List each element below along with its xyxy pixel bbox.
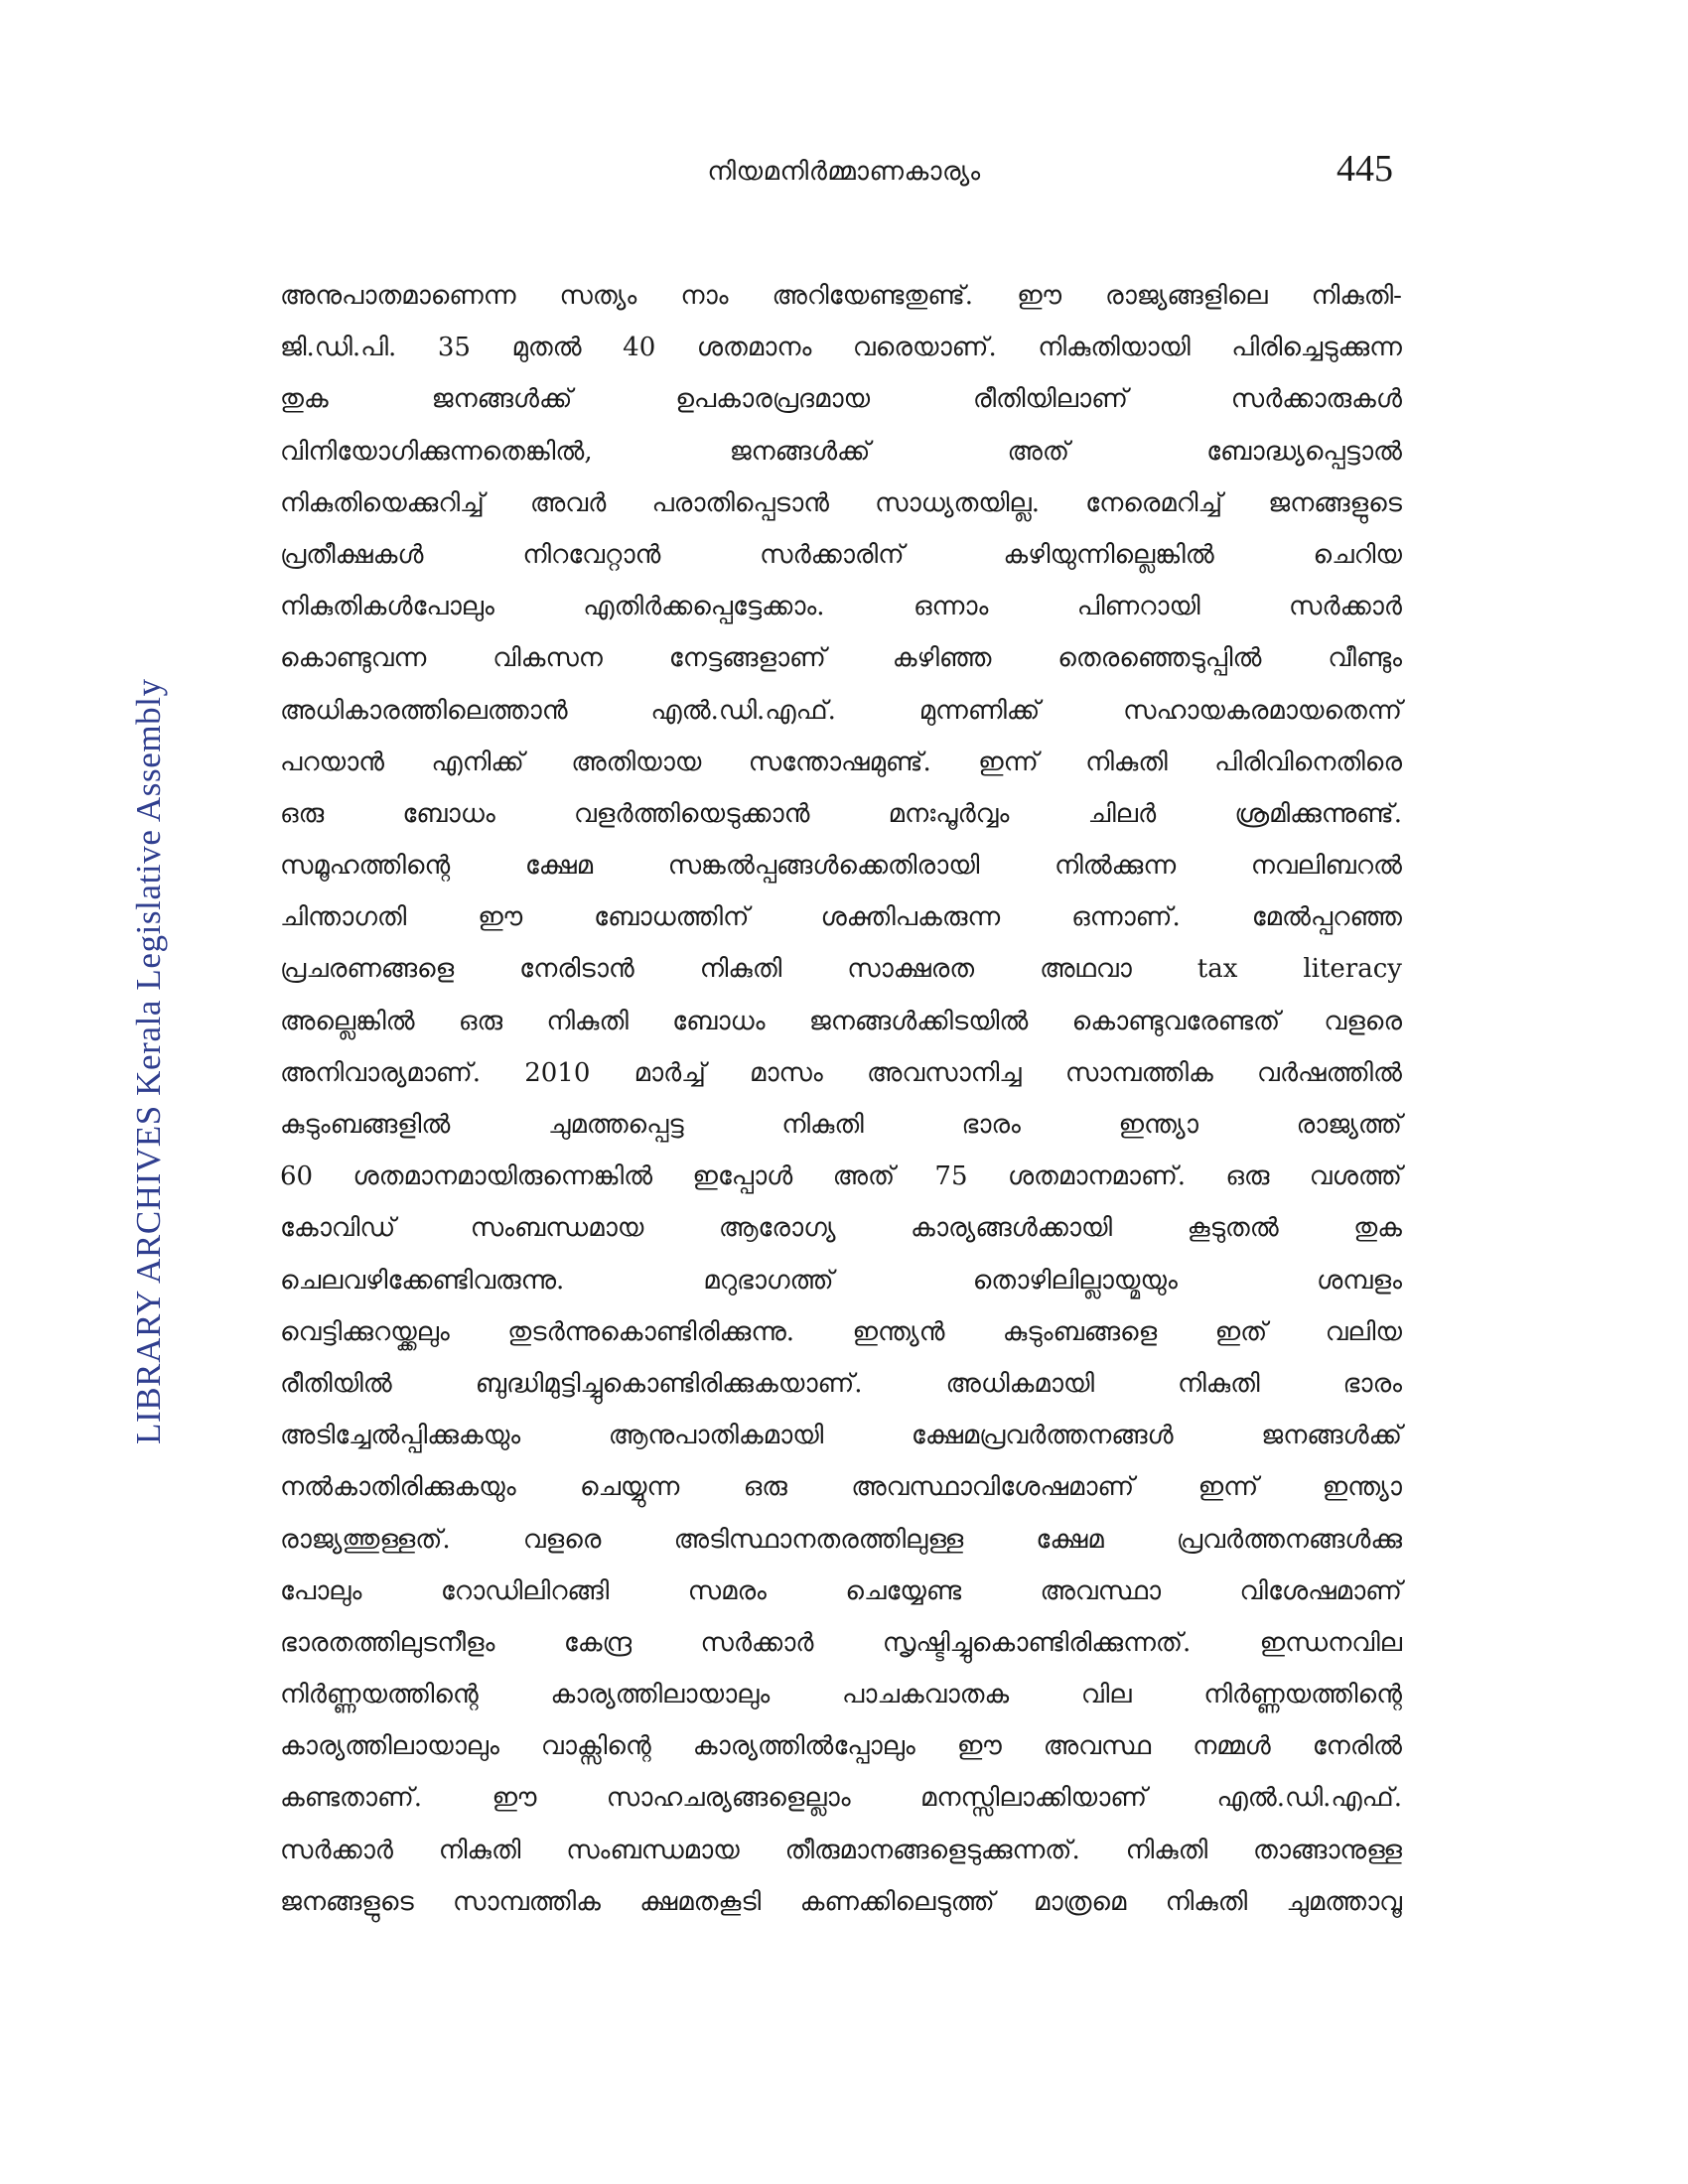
- word: ഭാരം: [961, 1110, 1021, 1140]
- word: കേന്ദ്ര: [563, 1627, 633, 1658]
- word: തുക: [1353, 1213, 1402, 1244]
- word: ചെലവഴിക്കേണ്ടിവരുന്നു.: [280, 1265, 565, 1296]
- word: ക്ഷേമ: [1036, 1524, 1104, 1555]
- word: ജനങ്ങൾക്കിടയിൽ: [808, 1006, 1029, 1036]
- word: അവസ്ഥാ: [1040, 1575, 1162, 1606]
- word: കൊണ്ടുവരേണ്ടത്: [1071, 1006, 1281, 1036]
- word: മാത്രമെ: [1034, 1886, 1127, 1917]
- paragraph-line: [280, 1306, 1402, 1358]
- word: പിണറായി: [1076, 592, 1200, 622]
- word: കുടുംബങ്ങളിൽ: [280, 1110, 451, 1140]
- word: എനിക്ക്: [431, 747, 524, 777]
- running-header: നിയമനിർമ്മാണകാര്യം: [707, 157, 981, 187]
- word: അതിയായ: [571, 747, 702, 777]
- word: എതിർക്കപ്പെട്ടേക്കാം.: [583, 592, 825, 622]
- word: നികുതി: [1085, 747, 1168, 777]
- word: നേട്ടങ്ങളാണ്: [668, 643, 826, 674]
- word: ജനങ്ങൾക്ക്: [1261, 1421, 1402, 1451]
- paragraph-line: [280, 1410, 1402, 1461]
- word: കാര്യത്തിലായാലും: [550, 1680, 771, 1710]
- word: സാമ്പത്തിക: [1064, 1057, 1213, 1088]
- word: വളരെ: [522, 1524, 602, 1555]
- word: നേരിടാൻ: [519, 954, 634, 985]
- word: ഒരു: [1225, 1161, 1270, 1192]
- word: അറിയേണ്ടതുണ്ട്.: [772, 281, 974, 311]
- word: ഒരു: [280, 798, 325, 829]
- paragraph-line: [280, 373, 1402, 425]
- word: രീതിയിൽ: [280, 1368, 392, 1399]
- word: ചെയ്യേണ്ട: [845, 1575, 962, 1606]
- word: മുതൽ: [511, 333, 582, 363]
- word: മാസം: [750, 1057, 823, 1088]
- word: ഈ: [1017, 281, 1061, 311]
- word: വലിയ: [1325, 1316, 1402, 1347]
- word: കൂടുതൽ: [1187, 1213, 1279, 1244]
- word: 35: [437, 333, 471, 363]
- word: പ്രവർത്തനങ്ങൾക്കു: [1176, 1524, 1402, 1555]
- word: ഇന്ന്: [1197, 1472, 1259, 1503]
- word: നികുതി: [546, 1006, 629, 1036]
- paragraph-line: [280, 1099, 1402, 1151]
- word: നികുതി: [699, 954, 782, 985]
- word: കഴിയുന്നില്ലെങ്കിൽ: [1003, 539, 1214, 570]
- word: ശമ്പളം: [1316, 1265, 1402, 1296]
- word: ഒന്നാണ്.: [1071, 902, 1181, 933]
- word: വളരെ: [1324, 1006, 1402, 1036]
- word: കഴിഞ്ഞ: [892, 643, 992, 674]
- paragraph-line: [280, 737, 1402, 788]
- word: സാമ്പത്തിക: [453, 1886, 601, 1917]
- paragraph-line: [280, 1566, 1402, 1617]
- word: നമ്മൾ: [1193, 1731, 1271, 1762]
- word: നേരിൽ: [1312, 1731, 1402, 1762]
- word: കണക്കിലെടുത്ത്: [799, 1886, 995, 1917]
- word: ബുദ്ധിമുട്ടിച്ചുകൊണ്ടിരിക്കുകയാണ്.: [475, 1368, 863, 1399]
- paragraph-line: [280, 322, 1402, 373]
- word: നികുതി: [1165, 1886, 1248, 1917]
- word: രീതിയിലാണ്: [972, 384, 1128, 415]
- word: ബോദ്ധ്യപ്പെട്ടാൽ: [1206, 436, 1402, 467]
- word: അധികാരത്തിലെത്താൻ: [280, 695, 568, 726]
- word: നികുതി: [1125, 1835, 1208, 1865]
- word: സർക്കാർ: [280, 1835, 393, 1865]
- paragraph-line: [280, 1202, 1402, 1254]
- word: അനിവാര്യമാണ്.: [280, 1057, 481, 1088]
- paragraph-line: [280, 840, 1402, 891]
- word: 40: [623, 333, 656, 363]
- word: തുടർന്നുകൊണ്ടിരിക്കുന്നു.: [507, 1316, 795, 1347]
- word: ജനങ്ങളുടെ: [1268, 487, 1402, 518]
- word: റോഡിലിറങ്ങി: [440, 1575, 610, 1606]
- word: പ്രതീക്ഷകൾ: [280, 539, 424, 570]
- body-text: [280, 270, 1402, 1928]
- word: ഇന്ധനവില: [1259, 1627, 1402, 1658]
- paragraph-line: [280, 1514, 1402, 1566]
- word: നിർണ്ണയത്തിന്റെ: [1203, 1680, 1402, 1710]
- word: മനഃപൂർവ്വം: [888, 798, 1010, 829]
- word: തൊഴിലില്ലായ്മയും: [972, 1265, 1178, 1296]
- word: ജനങ്ങളുടെ: [280, 1886, 414, 1917]
- word: നികുതി: [1178, 1368, 1260, 1399]
- word: ചുമത്താവൂ: [1286, 1886, 1402, 1917]
- word: വിശേഷമാണ്: [1239, 1575, 1402, 1606]
- word: ചിന്താഗതി: [280, 902, 407, 933]
- word: അവർ: [529, 487, 607, 518]
- word: നികുതി-: [1311, 281, 1402, 311]
- word: നൽകാതിരിക്കുകയും: [280, 1472, 516, 1503]
- word: ശതമാനമായിരുന്നെങ്കിൽ: [352, 1161, 653, 1192]
- word: ഒരു: [743, 1472, 787, 1503]
- word: ശ്രമിക്കുന്നുണ്ട്.: [1234, 798, 1402, 829]
- paragraph-line: [280, 1669, 1402, 1720]
- word: മുന്നണിക്ക്: [918, 695, 1041, 726]
- word: ജനങ്ങൾക്ക്: [729, 436, 871, 467]
- word: കാര്യങ്ങൾക്കായി: [911, 1213, 1113, 1244]
- word: വികസന: [492, 643, 603, 674]
- word: സർക്കാരുകൾ: [1230, 384, 1402, 415]
- word: ഭാരതത്തിലുടനീളം: [280, 1627, 495, 1658]
- word: ഈ: [478, 902, 523, 933]
- word: കോവിഡ്: [280, 1213, 396, 1244]
- word: വർഷത്തിൽ: [1257, 1057, 1402, 1088]
- word: നിറവേറ്റാൻ: [522, 539, 661, 570]
- word: ബോധത്തിന്: [594, 902, 750, 933]
- word: പരാതിപ്പെടാൻ: [651, 487, 829, 518]
- word: ബോധം: [402, 798, 495, 829]
- word: അടിസ്ഥാനതരത്തിലുള്ള: [673, 1524, 964, 1555]
- word: ഇന്ത്യാ: [1118, 1110, 1198, 1140]
- word: രാജ്യത്തുള്ളത്.: [280, 1524, 451, 1555]
- word: നികുതി: [438, 1835, 521, 1865]
- word: കൊണ്ടുവന്ന: [280, 643, 427, 674]
- word: സർക്കാർ: [1289, 592, 1402, 622]
- paragraph-line: [280, 943, 1402, 995]
- word: നവലിബറൽ: [1250, 851, 1402, 882]
- word: സൃഷ്ടിച്ചുകൊണ്ടിരിക്കുന്നത്.: [882, 1627, 1192, 1658]
- word: മറുഭാഗത്ത്: [703, 1265, 834, 1296]
- word: നിൽക്കുന്ന: [1054, 851, 1177, 882]
- word: കുടുംബങ്ങളെ: [1002, 1316, 1158, 1347]
- word: വാക്സിന്റെ: [540, 1731, 651, 1762]
- paragraph-line: [280, 1617, 1402, 1669]
- paragraph-line: [280, 685, 1402, 737]
- word: വീണ്ടും: [1328, 643, 1402, 674]
- paragraph-line: [280, 426, 1402, 478]
- word: വശത്ത്: [1309, 1161, 1402, 1192]
- archive-watermark: LIBRARY ARCHIVES Kerala Legislative Assembly: [129, 678, 168, 1444]
- word: ക്ഷേമ: [524, 851, 594, 882]
- word: തെരഞ്ഞെടുപ്പിൽ: [1057, 643, 1262, 674]
- word: നികുതിയായി: [1038, 333, 1191, 363]
- paragraph-line: [280, 581, 1402, 632]
- word: 75: [934, 1161, 968, 1192]
- word: ഭാരം: [1342, 1368, 1402, 1399]
- word: ശതമാനമാണ്.: [1007, 1161, 1187, 1192]
- word: പറയാൻ: [280, 747, 385, 777]
- word: ചിലർ: [1087, 798, 1157, 829]
- word: മാർച്ച്: [633, 1057, 706, 1088]
- word: സാഹചര്യങ്ങളെല്ലാം: [606, 1783, 851, 1814]
- word: വളർത്തിയെടുക്കാൻ: [573, 798, 810, 829]
- word: 60: [280, 1161, 314, 1192]
- page-number: 445: [1336, 148, 1393, 190]
- word: നിർണ്ണയത്തിന്റെ: [280, 1680, 479, 1710]
- word: മേൽപ്പറഞ്ഞ: [1251, 902, 1402, 933]
- word: മനസ്സിലാക്കിയാണ്: [920, 1783, 1148, 1814]
- word: ജി.ഡി.പി.: [280, 333, 397, 363]
- word: സംബന്ധമായ: [566, 1835, 740, 1865]
- paragraph-line: [280, 891, 1402, 943]
- word: നികുതി: [781, 1110, 864, 1140]
- paragraph-line: [280, 1461, 1402, 1513]
- word: നാം: [680, 281, 729, 311]
- paragraph-line: [280, 529, 1402, 581]
- word: വിനിയോഗിക്കുന്നതെങ്കിൽ,: [280, 436, 593, 467]
- word: ചുമത്തപ്പെട്ട: [548, 1110, 684, 1140]
- paragraph-line: [280, 1358, 1402, 1410]
- word: നേരെമറിച്ച്: [1085, 487, 1223, 518]
- word: അവസ്ഥാവിശേഷമാണ്: [851, 1472, 1135, 1503]
- paragraph-line: [280, 270, 1402, 322]
- word: ക്ഷേമപ്രവർത്തനങ്ങൾ: [911, 1421, 1174, 1451]
- paragraph-line: [280, 1047, 1402, 1099]
- word: ഇപ്പോൾ: [692, 1161, 793, 1192]
- word: സങ്കൽപ്പങ്ങൾക്കെതിരായി: [667, 851, 980, 882]
- word: വരെയാണ്.: [852, 333, 997, 363]
- word: രാജ്യങ്ങളിലെ: [1104, 281, 1268, 311]
- word: ഇന്ത്യൻ: [852, 1316, 945, 1347]
- word: അവസാനിച്ച: [866, 1057, 1022, 1088]
- paragraph-line: [280, 1720, 1402, 1772]
- word: പ്രചരണങ്ങളെ: [280, 954, 455, 985]
- word: എൽ.ഡി.എഫ്.: [650, 695, 836, 726]
- word: കാര്യത്തിൽപ്പോലും: [692, 1731, 915, 1762]
- paragraph-line: [280, 788, 1402, 840]
- word: പാചകവാതക: [841, 1680, 1010, 1710]
- paragraph-line: [280, 1876, 1402, 1928]
- word: ഇന്ന്: [978, 747, 1039, 777]
- word: സാക്ഷരത: [847, 954, 975, 985]
- word: ശക്തിപകരുന്ന: [820, 902, 1001, 933]
- word: ചെറിയ: [1313, 539, 1402, 570]
- word: അഥവാ: [1040, 954, 1132, 985]
- word: സന്തോഷമുണ്ട്.: [748, 747, 931, 777]
- word: ഈ: [492, 1783, 537, 1814]
- word: സർക്കാരിന്: [760, 539, 905, 570]
- word: ചെയ്യുന്ന: [579, 1472, 680, 1503]
- word: ഒരു: [458, 1006, 503, 1036]
- word: രാജ്യത്ത്: [1296, 1110, 1402, 1140]
- word: പിരിവിനെതിരെ: [1214, 747, 1402, 777]
- word: ഈ: [956, 1731, 1002, 1762]
- word: എൽ.ഡി.എഫ്.: [1216, 1783, 1402, 1814]
- word: ക്ഷമതകൂടി: [639, 1886, 762, 1917]
- paragraph-line: [280, 1255, 1402, 1306]
- word: പോലും: [280, 1575, 362, 1606]
- word: അധികമായി: [945, 1368, 1095, 1399]
- word: തീരുമാനങ്ങളെടുക്കുന്നത്.: [784, 1835, 1080, 1865]
- word: സമൂഹത്തിന്റെ: [280, 851, 451, 882]
- word: ശതമാനം: [696, 333, 812, 363]
- word: അത്: [832, 1161, 896, 1192]
- word: ഇന്ത്യാ: [1322, 1472, 1402, 1503]
- word: വില: [1080, 1680, 1132, 1710]
- word: അല്ലെങ്കിൽ: [280, 1006, 415, 1036]
- word: literacy: [1303, 954, 1402, 985]
- word: ഉപകാരപ്രദമായ: [675, 384, 871, 415]
- word: സത്യം: [559, 281, 637, 311]
- word: അവസ്ഥ: [1043, 1731, 1152, 1762]
- word: അനുപാതമാണെന്ന: [280, 281, 516, 311]
- word: ഇത്: [1214, 1316, 1268, 1347]
- word: നികുതികൾപോലും: [280, 592, 494, 622]
- paragraph-line: [280, 996, 1402, 1047]
- word: പിരിച്ചെടുക്കുന്ന: [1231, 333, 1402, 363]
- word: ആരോഗ്യ: [718, 1213, 836, 1244]
- word: താങ്ങാനുള്ള: [1253, 1835, 1402, 1865]
- word: 2010: [524, 1057, 591, 1088]
- word: തുക: [280, 384, 329, 415]
- word: അടിച്ചേൽപ്പിക്കുകയും: [280, 1421, 521, 1451]
- word: സംബന്ധമായ: [470, 1213, 644, 1244]
- paragraph-line: [280, 1825, 1402, 1876]
- paragraph-line: [280, 478, 1402, 529]
- word: ആനുപാതികമായി: [608, 1421, 824, 1451]
- word: ബോധം: [672, 1006, 766, 1036]
- paragraph-line: [280, 1772, 1402, 1824]
- word: സമരം: [687, 1575, 767, 1606]
- word: ഒന്നാം: [913, 592, 989, 622]
- word: സഹായകരമായതെന്ന്: [1123, 695, 1402, 726]
- word: tax: [1196, 954, 1238, 985]
- word: അത്: [1007, 436, 1070, 467]
- word: സർക്കാർ: [700, 1627, 814, 1658]
- paragraph-line: [280, 1151, 1402, 1202]
- paragraph-line: [280, 632, 1402, 684]
- word: ജനങ്ങൾക്ക്: [431, 384, 573, 415]
- word: നികുതിയെക്കുറിച്ച്: [280, 487, 485, 518]
- word: കണ്ടതാണ്.: [280, 1783, 423, 1814]
- word: സാധ്യതയില്ല.: [875, 487, 1040, 518]
- word: കാര്യത്തിലായാലും: [280, 1731, 499, 1762]
- word: വെട്ടിക്കുറയ്ക്കലും: [280, 1316, 450, 1347]
